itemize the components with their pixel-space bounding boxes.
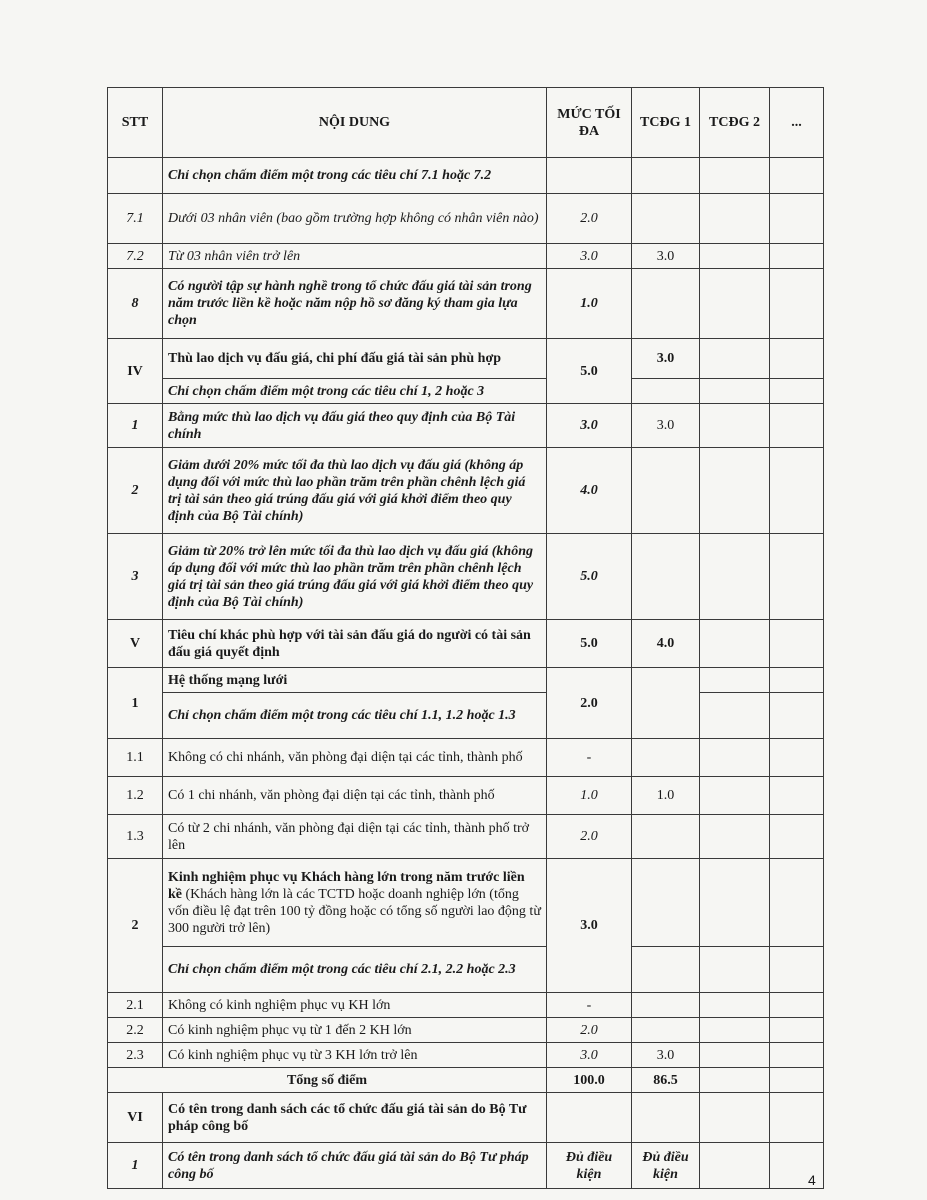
table-row	[108, 1143, 824, 1189]
row-text-bold: Kinh nghiệm phục vụ Khách hàng lớn trong năm trước liền kề	[168, 869, 525, 902]
row-max: 2.0	[547, 194, 632, 244]
row-tcdg1: 3.0	[632, 339, 700, 379]
table-row	[108, 947, 824, 993]
row-text: Có kinh nghiệm phục vụ từ 1 đến 2 KH lớn	[163, 1018, 547, 1043]
row-tcdg1	[632, 1018, 700, 1043]
row-text: Bằng mức thù lao dịch vụ đấu giá theo quy định của Bộ Tài chính	[163, 404, 547, 448]
row-max: -	[547, 739, 632, 777]
row-text: Chỉ chọn chấm điểm một trong các tiêu chí 7.1 hoặc 7.2	[163, 158, 547, 194]
row-max: Đủ điều kiện	[547, 1143, 632, 1189]
row-stt: 1.2	[108, 777, 163, 815]
row-stt: 7.1	[108, 194, 163, 244]
table-row	[108, 534, 824, 620]
header-more: ...	[770, 88, 824, 158]
table-row	[108, 693, 824, 739]
row-max: 3.0	[547, 404, 632, 448]
total-max: 100.0	[547, 1068, 632, 1093]
row-stt: 1	[108, 404, 163, 448]
table-row	[108, 339, 824, 379]
table-row	[108, 379, 824, 404]
row-max: 2.0	[547, 1018, 632, 1043]
row-max: 3.0	[547, 859, 632, 993]
row-tcdg1: 3.0	[632, 1043, 700, 1068]
row-stt: 2.3	[108, 1043, 163, 1068]
row-max: 5.0	[547, 534, 632, 620]
row-tcdg1	[632, 534, 700, 620]
table-row	[108, 815, 824, 859]
header-noi-dung: NỘI DUNG	[163, 88, 547, 158]
row-text: Không có chi nhánh, văn phòng đại diện tại các tỉnh, thành phố	[163, 739, 547, 777]
table-row	[108, 859, 824, 947]
row-max: 5.0	[547, 620, 632, 668]
row-max: -	[547, 993, 632, 1018]
row-text: Thù lao dịch vụ đấu giá, chi phí đấu giá tài sản phù hợp	[163, 339, 547, 379]
row-tcdg1	[632, 815, 700, 859]
row-tcdg1	[632, 739, 700, 777]
table-row	[108, 404, 824, 448]
table-row	[108, 158, 824, 194]
row-stt: 3	[108, 534, 163, 620]
row-max: 4.0	[547, 448, 632, 534]
table-row	[108, 194, 824, 244]
row-text: Từ 03 nhân viên trở lên	[163, 244, 547, 269]
row-tcdg1: 1.0	[632, 777, 700, 815]
row-stt: 2	[108, 859, 163, 993]
row-text: Tiêu chí khác phù hợp với tài sản đấu giá do người có tài sản đấu giá quyết định	[163, 620, 547, 668]
table-row	[108, 620, 824, 668]
table-row	[108, 1093, 824, 1143]
row-max: 3.0	[547, 1043, 632, 1068]
row-text: Có tên trong danh sách tổ chức đấu giá tài sản do Bộ Tư pháp công bố	[163, 1143, 547, 1189]
row-text: Giảm từ 20% trở lên mức tối đa thù lao dịch vụ đấu giá (không áp dụng đối với mức thù lao phần trăm trên phần chênh lệch giá trị tài sản theo giá trúng đấu giá với giá khởi điểm theo quy định của Bộ Tài chính)	[163, 534, 547, 620]
row-tcdg1: 3.0	[632, 404, 700, 448]
row-stt: 2.1	[108, 993, 163, 1018]
header-row	[108, 88, 824, 158]
table-row	[108, 244, 824, 269]
row-stt: IV	[108, 339, 163, 404]
row-text	[163, 859, 547, 947]
row-stt: 1.1	[108, 739, 163, 777]
row-text: Hệ thống mạng lưới	[163, 668, 547, 693]
table-row	[108, 668, 824, 693]
row-text-rest: (Khách hàng lớn là các TCTD hoặc doanh nghiệp lớn (tổng vốn điều lệ đạt trên 100 tỷ đồng hoặc có tổng số người lao động từ 300 người trở lên)	[168, 886, 541, 936]
row-tcdg1: 3.0	[632, 244, 700, 269]
row-text: Có tên trong danh sách các tổ chức đấu giá tài sản do Bộ Tư pháp công bố	[163, 1093, 547, 1143]
row-tcdg1	[632, 269, 700, 339]
total-label: Tổng số điểm	[108, 1068, 547, 1093]
header-tcdg-2: TCĐG 2	[700, 88, 770, 158]
page-number: 4	[808, 1172, 816, 1188]
row-stt: 2	[108, 448, 163, 534]
row-stt: V	[108, 620, 163, 668]
header-muc-toi-da: MỨC TỐI ĐA	[547, 88, 632, 158]
row-text: Có từ 2 chi nhánh, văn phòng đại diện tại các tỉnh, thành phố trở lên	[163, 815, 547, 859]
row-max: 1.0	[547, 269, 632, 339]
row-text: Chỉ chọn chấm điểm một trong các tiêu chí 1.1, 1.2 hoặc 1.3	[163, 693, 547, 739]
table-row	[108, 448, 824, 534]
row-tcdg1	[632, 993, 700, 1018]
table-row	[108, 1018, 824, 1043]
total-row	[108, 1068, 824, 1093]
row-max: 2.0	[547, 668, 632, 739]
table-row	[108, 1043, 824, 1068]
row-tcdg1: 4.0	[632, 620, 700, 668]
row-text: Có người tập sự hành nghề trong tổ chức đấu giá tài sản trong năm trước liền kề hoặc năm nộp hồ sơ đăng ký tham gia lựa chọn	[163, 269, 547, 339]
scoring-table	[107, 87, 824, 1189]
table-row	[108, 777, 824, 815]
total-tcdg1: 86.5	[632, 1068, 700, 1093]
table-row	[108, 269, 824, 339]
table-row	[108, 993, 824, 1018]
row-text: Dưới 03 nhân viên (bao gồm trường hợp không có nhân viên nào)	[163, 194, 547, 244]
row-tcdg1	[632, 194, 700, 244]
row-text: Có 1 chi nhánh, văn phòng đại diện tại các tỉnh, thành phố	[163, 777, 547, 815]
row-stt: 1.3	[108, 815, 163, 859]
row-text: Chỉ chọn chấm điểm một trong các tiêu chí 1, 2 hoặc 3	[163, 379, 547, 404]
row-stt: 2.2	[108, 1018, 163, 1043]
table-row	[108, 739, 824, 777]
row-tcdg1: Đủ điều kiện	[632, 1143, 700, 1189]
row-stt: VI	[108, 1093, 163, 1143]
header-tcdg-1: TCĐG 1	[632, 88, 700, 158]
row-max: 2.0	[547, 815, 632, 859]
row-stt: 1	[108, 1143, 163, 1189]
row-text: Chỉ chọn chấm điểm một trong các tiêu chí 2.1, 2.2 hoặc 2.3	[163, 947, 547, 993]
row-text: Giảm dưới 20% mức tối đa thù lao dịch vụ đấu giá (không áp dụng đối với mức thù lao phần trăm trên phần chênh lệch giá trị tài sản theo giá trúng đấu giá với giá khởi điểm theo quy định của Bộ Tài chính)	[163, 448, 547, 534]
row-stt: 8	[108, 269, 163, 339]
row-text: Không có kinh nghiệm phục vụ KH lớn	[163, 993, 547, 1018]
row-tcdg1	[632, 448, 700, 534]
row-max: 1.0	[547, 777, 632, 815]
row-text: Có kinh nghiệm phục vụ từ 3 KH lớn trở lên	[163, 1043, 547, 1068]
header-stt: STT	[108, 88, 163, 158]
row-max: 3.0	[547, 244, 632, 269]
row-max: 5.0	[547, 339, 632, 404]
row-stt: 1	[108, 668, 163, 739]
row-stt: 7.2	[108, 244, 163, 269]
